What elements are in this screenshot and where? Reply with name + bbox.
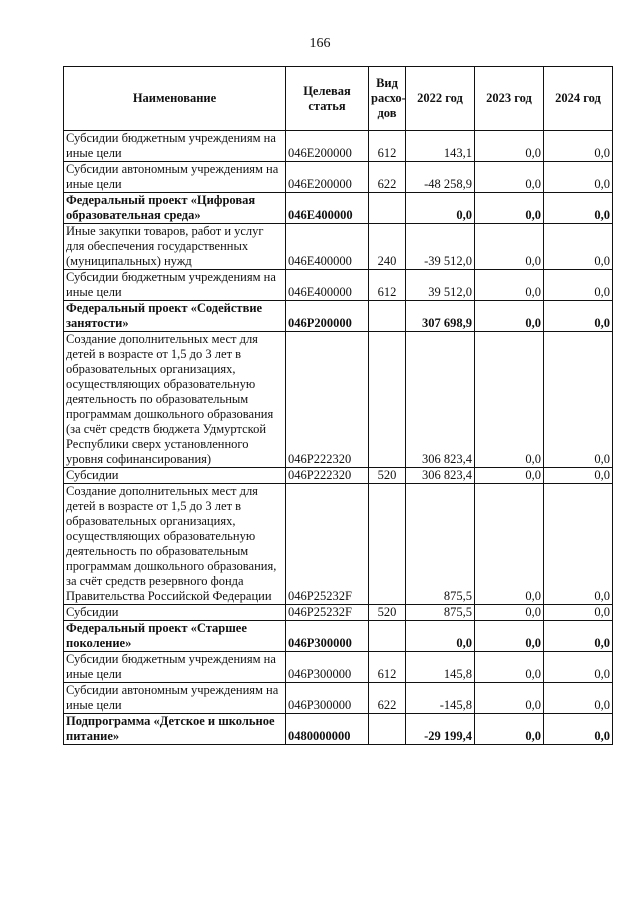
row-2022-value: -145,8 (406, 683, 475, 714)
table-row (64, 332, 613, 468)
row-2024-value: 0,0 (544, 714, 613, 745)
row-name: Субсидии (64, 468, 286, 484)
header-kind: Вид расхо-дов (369, 67, 406, 131)
row-name: Субсидии автономным учреждениям на иные цели (64, 683, 286, 714)
row-target-article: 046Е400000 (286, 193, 369, 224)
row-expense-type (369, 193, 406, 224)
row-2022-value: 306 823,4 (406, 332, 475, 468)
row-target-article: 046Е200000 (286, 162, 369, 193)
header-2023: 2023 год (475, 67, 544, 131)
row-2022-value: 875,5 (406, 484, 475, 605)
row-name: Федеральный проект «Содействие занятости» (64, 301, 286, 332)
row-name: Субсидии (64, 605, 286, 621)
row-expense-type (369, 621, 406, 652)
row-target-article: 046Р300000 (286, 652, 369, 683)
row-2024-value: 0,0 (544, 162, 613, 193)
row-name: Субсидии автономным учреждениям на иные цели (64, 162, 286, 193)
row-expense-type: 612 (369, 131, 406, 162)
row-2024-value: 0,0 (544, 332, 613, 468)
row-2022-value: -29 199,4 (406, 714, 475, 745)
row-target-article: 046Р222320 (286, 468, 369, 484)
row-2022-value: 875,5 (406, 605, 475, 621)
row-2023-value: 0,0 (475, 484, 544, 605)
row-2024-value: 0,0 (544, 468, 613, 484)
table-row (64, 270, 613, 301)
row-2022-value: 307 698,9 (406, 301, 475, 332)
row-2022-value: 0,0 (406, 193, 475, 224)
row-2023-value: 0,0 (475, 270, 544, 301)
row-2024-value: 0,0 (544, 301, 613, 332)
row-2024-value: 0,0 (544, 193, 613, 224)
row-expense-type: 622 (369, 683, 406, 714)
row-2022-value: 39 512,0 (406, 270, 475, 301)
row-2023-value: 0,0 (475, 162, 544, 193)
row-2022-value: 0,0 (406, 621, 475, 652)
page-number: 166 (309, 36, 331, 51)
row-expense-type: 612 (369, 652, 406, 683)
row-name: Создание дополнительных мест для детей в возрасте от 1,5 до 3 лет в образовательных организациях, осуществляющих образовательную деятельность по образовательным программам дошкольного образования, за счёт средств резервного фонда Правительства Российской Федерации (64, 484, 286, 605)
table-body (64, 131, 613, 745)
header-code: Целевая статья (286, 67, 369, 131)
row-2023-value: 0,0 (475, 621, 544, 652)
row-2024-value: 0,0 (544, 484, 613, 605)
row-2023-value: 0,0 (475, 652, 544, 683)
row-target-article: 046Е400000 (286, 270, 369, 301)
row-2023-value: 0,0 (475, 332, 544, 468)
row-expense-type (369, 714, 406, 745)
row-name: Федеральный проект «Цифровая образовательная среда» (64, 193, 286, 224)
table-row (64, 652, 613, 683)
row-2023-value: 0,0 (475, 714, 544, 745)
row-2024-value: 0,0 (544, 131, 613, 162)
row-2023-value: 0,0 (475, 683, 544, 714)
row-2023-value: 0,0 (475, 301, 544, 332)
row-expense-type (369, 301, 406, 332)
table-row (64, 131, 613, 162)
row-target-article: 046Р25232F (286, 605, 369, 621)
row-2024-value: 0,0 (544, 270, 613, 301)
table-row (64, 468, 613, 484)
row-name: Подпрограмма «Детское и школьное питание» (64, 714, 286, 745)
row-2022-value: 306 823,4 (406, 468, 475, 484)
row-2022-value: -48 258,9 (406, 162, 475, 193)
row-2022-value: 145,8 (406, 652, 475, 683)
row-2023-value: 0,0 (475, 131, 544, 162)
row-target-article: 046Е200000 (286, 131, 369, 162)
row-expense-type: 520 (369, 468, 406, 484)
row-2024-value: 0,0 (544, 683, 613, 714)
row-2023-value: 0,0 (475, 224, 544, 270)
row-target-article: 046Р300000 (286, 621, 369, 652)
header-2024: 2024 год (544, 67, 613, 131)
table-row (64, 605, 613, 621)
row-2024-value: 0,0 (544, 605, 613, 621)
table-header (64, 67, 613, 131)
row-expense-type: 622 (369, 162, 406, 193)
row-name: Федеральный проект «Старшее поколение» (64, 621, 286, 652)
header-2022: 2022 год (406, 67, 475, 131)
row-2022-value: -39 512,0 (406, 224, 475, 270)
row-2022-value: 143,1 (406, 131, 475, 162)
row-2023-value: 0,0 (475, 193, 544, 224)
table-row (64, 162, 613, 193)
row-2023-value: 0,0 (475, 468, 544, 484)
table-row (64, 484, 613, 605)
row-2024-value: 0,0 (544, 652, 613, 683)
row-name: Субсидии бюджетным учреждениям на иные цели (64, 131, 286, 162)
row-target-article: 0480000000 (286, 714, 369, 745)
table-row (64, 683, 613, 714)
budget-table (63, 66, 613, 745)
row-name: Создание дополнительных мест для детей в возрасте от 1,5 до 3 лет в образовательных организациях, осуществляющих образовательную деятельность по образовательным программам дошкольного образования (за счёт средств бюджета Удмуртской Республики сверх установленного уровня софинансирования) (64, 332, 286, 468)
table-row (64, 301, 613, 332)
row-target-article: 046Р300000 (286, 683, 369, 714)
row-target-article: 046Р25232F (286, 484, 369, 605)
row-name: Субсидии бюджетным учреждениям на иные цели (64, 652, 286, 683)
row-name: Иные закупки товаров, работ и услуг для обеспечения государственных (муниципальных) нужд (64, 224, 286, 270)
table-row (64, 714, 613, 745)
row-2023-value: 0,0 (475, 605, 544, 621)
row-target-article: 046Р200000 (286, 301, 369, 332)
row-name: Субсидии бюджетным учреждениям на иные цели (64, 270, 286, 301)
row-expense-type (369, 332, 406, 468)
header-name: Наименование (64, 67, 286, 131)
row-expense-type: 612 (369, 270, 406, 301)
row-expense-type (369, 484, 406, 605)
row-expense-type: 240 (369, 224, 406, 270)
row-expense-type: 520 (369, 605, 406, 621)
row-2024-value: 0,0 (544, 224, 613, 270)
row-target-article: 046Р222320 (286, 332, 369, 468)
row-target-article: 046Е400000 (286, 224, 369, 270)
table-row (64, 621, 613, 652)
table-row (64, 224, 613, 270)
row-2024-value: 0,0 (544, 621, 613, 652)
table-row (64, 193, 613, 224)
